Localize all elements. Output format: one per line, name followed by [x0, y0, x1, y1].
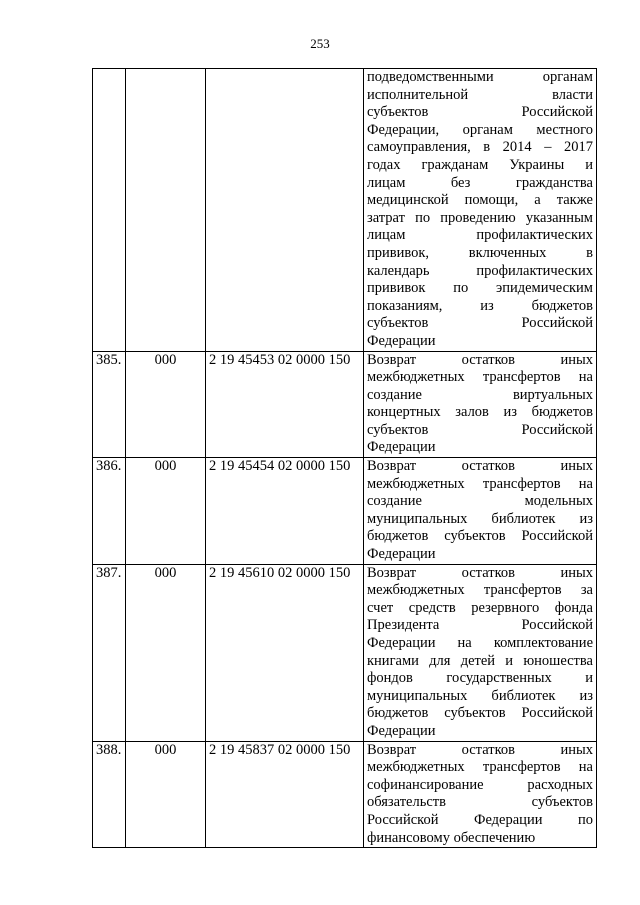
- admin-code-cell: 000: [126, 458, 206, 565]
- description-line: Федерации: [367, 439, 436, 456]
- description-line: лицам без гражданства: [367, 174, 593, 191]
- description-line: исполнительной власти: [367, 86, 593, 103]
- description-line: финансовому обеспечению: [367, 829, 536, 846]
- description-cell: [364, 69, 597, 352]
- description-line: межбюджетных трансфертов на: [367, 759, 593, 776]
- table-row: [93, 741, 597, 848]
- description-line: Президента Российской: [367, 617, 593, 634]
- table-row: [93, 564, 597, 741]
- description-line: годах гражданам Украины и: [367, 156, 593, 173]
- description-line: Возврат остатков иных: [367, 351, 593, 368]
- description-cell: [364, 458, 597, 565]
- description-line: концертных залов из бюджетов: [367, 404, 593, 421]
- description-line: Возврат остатков иных: [367, 458, 593, 475]
- description-line: подведомственными органам: [367, 69, 593, 85]
- description-line: обязательств субъектов: [367, 794, 593, 811]
- description-cell: [364, 564, 597, 741]
- admin-code-cell: 000: [126, 564, 206, 741]
- description-line: Российской Федерации по: [367, 811, 593, 828]
- row-number-cell: 385.: [93, 351, 126, 458]
- description-cell: [364, 351, 597, 458]
- description-line: показаниям, из бюджетов: [367, 297, 593, 314]
- description-line: самоуправления, в 2014 – 2017: [367, 139, 593, 156]
- description-line: межбюджетных трансфертов на: [367, 475, 593, 492]
- description-line: софинансирование расходных: [367, 776, 593, 793]
- budget-codes-table: [92, 68, 597, 848]
- budget-code-cell: 2 19 45610 02 0000 150: [206, 564, 364, 741]
- description-line: бюджетов субъектов Российской: [367, 705, 593, 722]
- row-number-cell: 386.: [93, 458, 126, 565]
- description-line: субъектов Российской: [367, 315, 593, 332]
- description-line: Возврат остатков иных: [367, 741, 593, 758]
- admin-code-cell: 000: [126, 741, 206, 848]
- admin-code-cell: 000: [126, 351, 206, 458]
- row-number-cell: [93, 69, 126, 352]
- description-line: бюджетов субъектов Российской: [367, 528, 593, 545]
- description-line: затрат по проведению указанным: [367, 209, 593, 226]
- description-line: медицинской помощи, а также: [367, 192, 593, 209]
- description-line: Федерации: [367, 332, 436, 349]
- description-line: субъектов Российской: [367, 421, 593, 438]
- page-number: 253: [310, 36, 330, 51]
- description-line: Возврат остатков иных: [367, 564, 593, 581]
- description-cell: [364, 741, 597, 848]
- description-line: межбюджетных трансфертов на: [367, 369, 593, 386]
- table-row: [93, 351, 597, 458]
- description-line: муниципальных библиотек из: [367, 687, 593, 704]
- budget-code-cell: 2 19 45454 02 0000 150: [206, 458, 364, 565]
- table-row-continuation: [93, 69, 597, 352]
- table-row: [93, 458, 597, 565]
- budget-code-cell: 2 19 45837 02 0000 150: [206, 741, 364, 848]
- description-line: лицам профилактических: [367, 227, 593, 244]
- row-number-cell: 388.: [93, 741, 126, 848]
- description-line: муниципальных библиотек из: [367, 510, 593, 527]
- description-line: межбюджетных трансфертов за: [367, 582, 593, 599]
- table-body: [93, 69, 597, 848]
- row-number-cell: 387.: [93, 564, 126, 741]
- description-line: фондов государственных и: [367, 670, 593, 687]
- description-line: Федерации: [367, 546, 436, 563]
- description-line: книгами для детей и юношества: [367, 652, 593, 669]
- budget-code-cell: 2 19 45453 02 0000 150: [206, 351, 364, 458]
- description-line: Федерации: [367, 722, 436, 739]
- description-line: создание виртуальных: [367, 386, 593, 403]
- description-line: счет средств резервного фонда: [367, 599, 593, 616]
- description-line: создание модельных: [367, 493, 593, 510]
- description-line: субъектов Российской: [367, 104, 593, 121]
- description-line: прививок, включенных в: [367, 244, 593, 261]
- description-line: прививок по эпидемическим: [367, 280, 593, 297]
- description-line: Федерации на комплектование: [367, 635, 593, 651]
- description-line: Федерации, органам местного: [367, 121, 593, 138]
- budget-code-cell: [206, 69, 364, 352]
- admin-code-cell: [126, 69, 206, 352]
- description-line: календарь профилактических: [367, 262, 593, 279]
